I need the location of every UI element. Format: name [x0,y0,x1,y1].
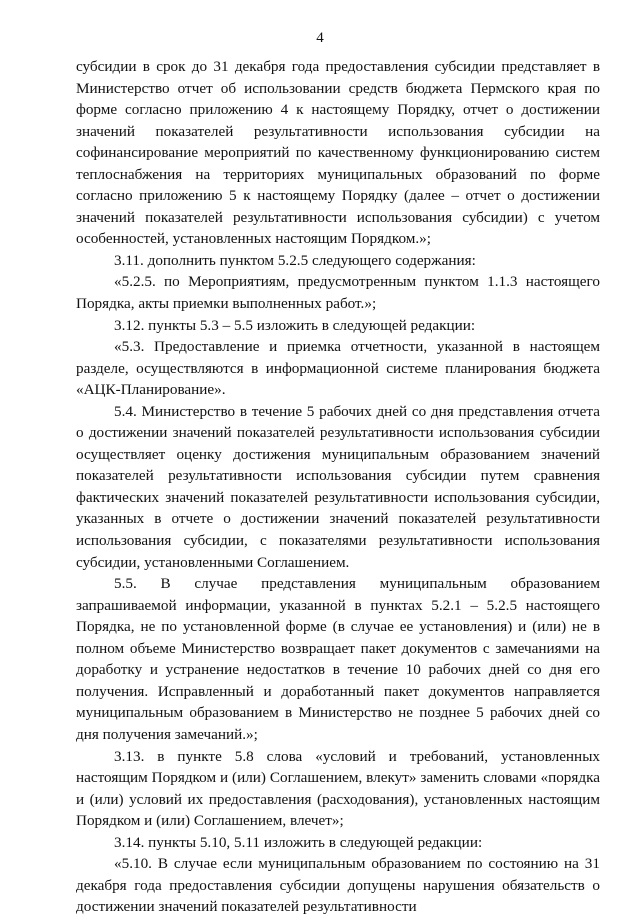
paragraph-3-12: 3.12. пункты 5.3 – 5.5 изложить в следующей редакции: [114,316,476,334]
page-number: 4 [316,30,324,46]
paragraph-5-5: 5.5. В случае представления муниципальным образованием запрашиваемой информации, указанной в пунктах 5.2.1 – 5.2.5 настоящего Порядка, не по установленной форме (в случае ее установления) и (или) не в полном объеме Министерство возвращает пакет документов с замечаниями на доработку и устранение недостатков в течение 10 рабочих дней со дня его получения. Исправленный и доработанный пакет документов направляется муниципальным образованием в Министерство не позднее 5 рабочих дней со дня получения замечаний.»; [76,575,600,743]
paragraph-5-4: 5.4. Министерство в течение 5 рабочих дней со дня представления отчета о достижении значений показателей результативности использования субсидии осуществляет оценку достижения муниципальным образованием значений показателей результативности использования субсидии путем сравнения фактических значений показателей результативности использования субсидии, указанных в отчете о достижении значений показателей результативности использования субсидии, с показателями результативности использования субсидии, установленными Соглашением. [76,402,600,571]
paragraph-5-10: «5.10. В случае если муниципальным образованием по состоянию на 31 декабря года предоставления субсидии допущены нарушения обязательств о достижении значений показателей результативности [76,855,600,916]
paragraph-3-14: 3.14. пункты 5.10, 5.11 изложить в следующей редакции: [114,833,483,851]
paragraph-subsidy-report: субсидии в срок до 31 декабря года предоставления субсидии представляет в Министерство отчет об использовании средств бюджета Пермского края по форме согласно приложению 4 к настоящему Порядку, отчет о достижении значений показателей результативности использования субсидии на софинансирование мероприятий по качественному функционированию систем теплоснабжения на территориях муниципальных образований по форме согласно приложению 5 к настоящему Порядку (далее – отчет о достижении значений показателей результативности использования субсидии) с учетом особенностей, установленных настоящим Порядком.»; [76,58,600,248]
document-body [76,56,600,918]
paragraph-5-2-5: «5.2.5. по Мероприятиям, предусмотренным пунктом 1.1.3 настоящего Порядка, акты приемки выполненных работ.»; [76,273,600,313]
paragraph-3-11: 3.11. дополнить пунктом 5.2.5 следующего содержания: [114,251,476,269]
paragraph-5-3: «5.3. Предоставление и приемка отчетности, указанной в настоящем разделе, осуществляются в информационной системе планирования бюджета «АЦК-Планирование». [76,338,600,399]
paragraph-3-13: 3.13. в пункте 5.8 слова «условий и требований, установленных настоящим Порядком и (или) Соглашением, влекут» заменить словами «порядка и (или) условий их предоставления (расходования), установленных настоящим Порядком и (или) Соглашением, влечет»; [76,747,600,830]
